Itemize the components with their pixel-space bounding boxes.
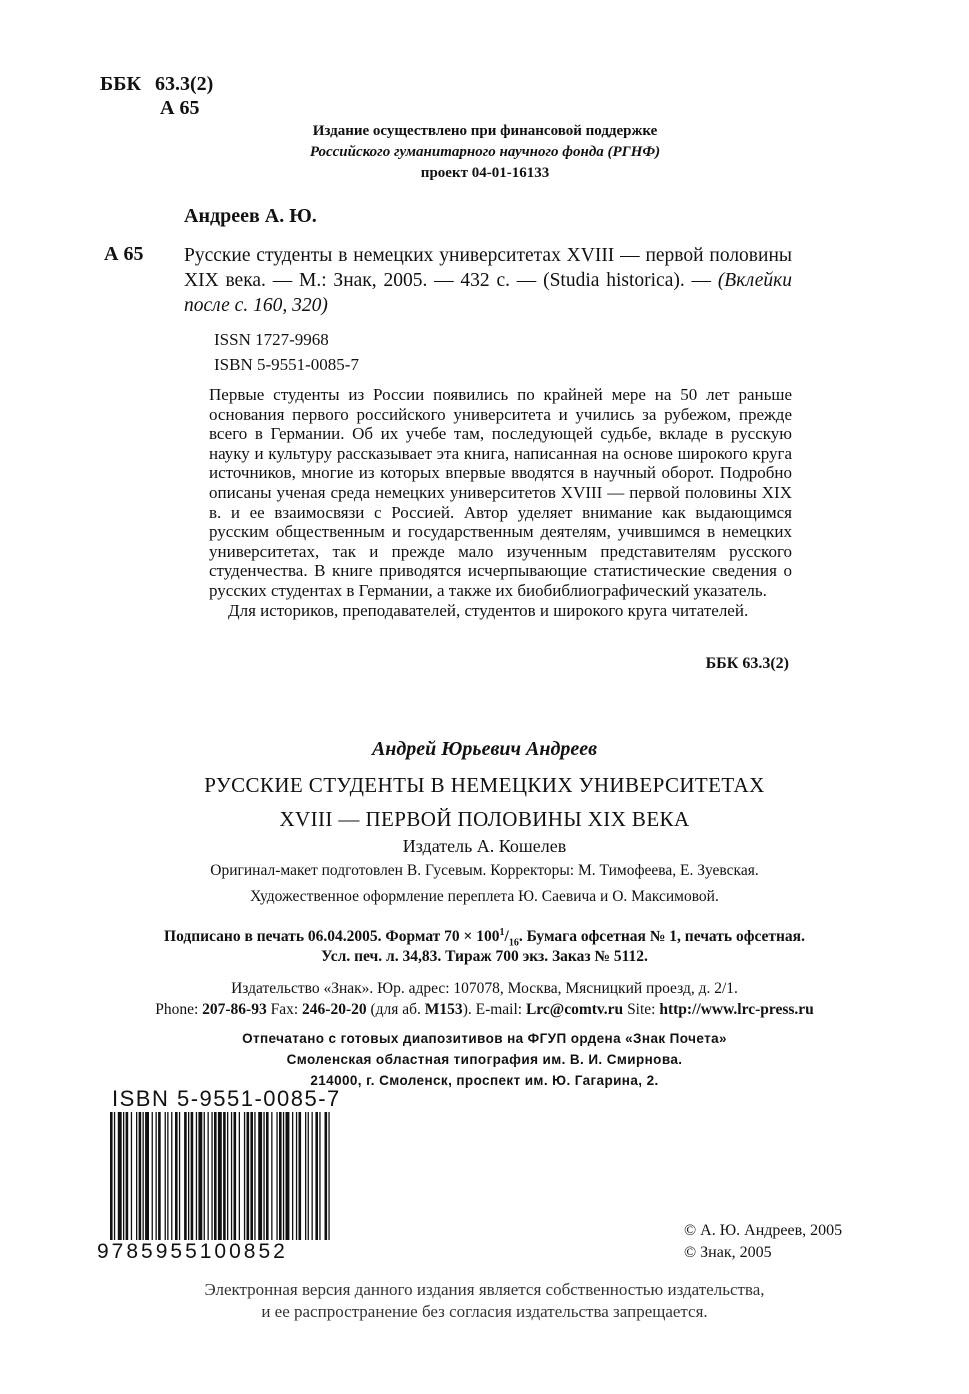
grant-notice xyxy=(250,121,720,184)
annotation-text: Первые студенты из России появились по крайней мере на 50 лет раньше основания первого российского университета и учились за рубежом, прежде всего в Германии. Об их учебе там, последующей судьбе, вкладе в русскую науку и культуру рассказывает эта книга, написанная на основе широкого круга источников, многие из которых впервые вводятся в научный оборот. Подробно описаны ученая среда немецких университетов XVIII — первой половины XIX в. и ее взаимосвязи с Россией. Автор уделяет внимание как выдающимся русским общественным и государственным деятелям, учившимся в немецких университетах, так и прежде мало изученным представителям русского студенчества. В книге приводятся исчерпывающие статистические сведения о русских студентах в Германии, а также их биобиблиографический указатель. xyxy=(209,385,792,600)
fax-note-a: (для аб. xyxy=(366,1001,425,1018)
site-link[interactable]: http://www.lrc-press.ru xyxy=(659,1001,814,1018)
copyright-author: © А. Ю. Андреев, 2005 xyxy=(684,1222,843,1239)
signed-part-b: . Бумага офсетная № 1, печать офсетная. xyxy=(518,928,805,946)
imprint-title-line-1: РУССКИЕ СТУДЕНТЫ В НЕМЕЦКИХ УНИВЕРСИТЕТАХ xyxy=(204,773,765,797)
imprint-printer xyxy=(0,1028,969,1091)
copyright-publisher: © Знак, 2005 xyxy=(684,1244,772,1261)
imprint-publisher: Издатель А. Кошелев xyxy=(402,836,567,856)
signed-part-a: Подписано в печать 06.04.2005. Формат 70 × 100 xyxy=(164,928,500,946)
barcode-isbn: ISBN 5-9551-0085-7 xyxy=(112,1086,341,1111)
bbk-bottom: ББК 63.3(2) xyxy=(705,655,789,672)
bbk-code: 63.3(2) xyxy=(154,73,214,95)
phone: 207-86-93 xyxy=(202,1001,267,1018)
imprint-art: Художественное оформление переплета Ю. Саевича и О. Максимовой. xyxy=(250,888,719,905)
bbk-label: ББК xyxy=(100,73,141,95)
imprint-address: Издательство «Знак». Юр. адрес: 107078, Москва, Мясницкий проезд, д. 2/1. xyxy=(231,980,738,997)
printer-line-3: 214000, г. Смоленск, проспект им. Ю. Гагарина, 2. xyxy=(310,1073,659,1088)
grant-line-2: Российского гуманитарного научного фонда (РГНФ) xyxy=(309,144,661,160)
imprint-contacts xyxy=(0,1001,969,1019)
fax-label: Fax: xyxy=(266,1001,303,1018)
signed-frac-den: 16 xyxy=(508,937,519,949)
catalog-index: А 65 xyxy=(104,243,144,265)
imprint-printrun: Усл. печ. л. 34,83. Тираж 700 экз. Заказ № 5112. xyxy=(321,948,648,965)
barcode-icon xyxy=(108,1112,333,1248)
isbn: ISBN 5-9551-0085-7 xyxy=(214,355,359,374)
printer-line-1: Отпечатано с готовых диапозитивов на ФГУП ордена «Знак Почета» xyxy=(242,1031,727,1046)
top-classification xyxy=(100,72,213,120)
electronic-notice xyxy=(0,1279,969,1323)
site-label: Site: xyxy=(623,1001,660,1018)
imprint-editors: Оригинал-макет подготовлен В. Гусевым. Корректоры: М. Тимофеева, Е. Зуевская. xyxy=(210,862,759,879)
imprint-author: Андрей Юрьевич Андреев xyxy=(371,738,598,760)
catalog-identifiers xyxy=(214,327,359,377)
email-link[interactable]: Lrc@comtv.ru xyxy=(525,1001,624,1018)
catalog-entry xyxy=(184,243,792,318)
grant-line-3: проект 04-01-16133 xyxy=(420,165,550,181)
catalog-author-heading: Андреев А. Ю. xyxy=(184,205,317,227)
fax: 246-20-20 xyxy=(302,1001,367,1018)
issn: ISSN 1727-9968 xyxy=(214,330,329,349)
electronic-notice-line-2: и ее распространение без согласия издательства запрещается. xyxy=(261,1302,708,1321)
fax-box: M153 xyxy=(424,1001,463,1018)
catalog-entry-main: Русские студенты в немецких университетах XVIII — первой половины XIX века. — М.: Знак, 2005. — 432 с. — (Studia historica). — xyxy=(184,245,792,291)
phone-label: Phone: xyxy=(155,1001,203,1018)
author-index: А 65 xyxy=(160,97,200,119)
barcode-digits: 9785955100852 xyxy=(97,1240,337,1264)
annotation xyxy=(209,385,792,620)
annotation-audience: Для историков, преподавателей, студентов и широкого круга читателей. xyxy=(228,600,749,620)
catalog-entry-inserts: (Вклейки после с. 160, 320) xyxy=(184,270,792,316)
electronic-notice-line-1: Электронная версия данного издания является собственностью издательства, xyxy=(204,1280,765,1299)
signed-frac-num: 1 xyxy=(499,927,505,938)
grant-line-1: Издание осуществлено при финансовой поддержке xyxy=(312,123,658,139)
imprint-signed: Подписано в печать 06.04.2005. Формат $70 \times 100^1/_{16}$. Бумага офсетная № 1, печать офсетная. xyxy=(164,927,805,949)
printer-line-2: Смоленская областная типография им. В. И. Смирнова. xyxy=(286,1052,683,1067)
fax-note-b: ). E-mail: xyxy=(462,1001,526,1018)
imprint-title-line-2: XVIII — ПЕРВОЙ ПОЛОВИНЫ XIX ВЕКА xyxy=(279,807,690,831)
copyright xyxy=(684,1220,842,1264)
